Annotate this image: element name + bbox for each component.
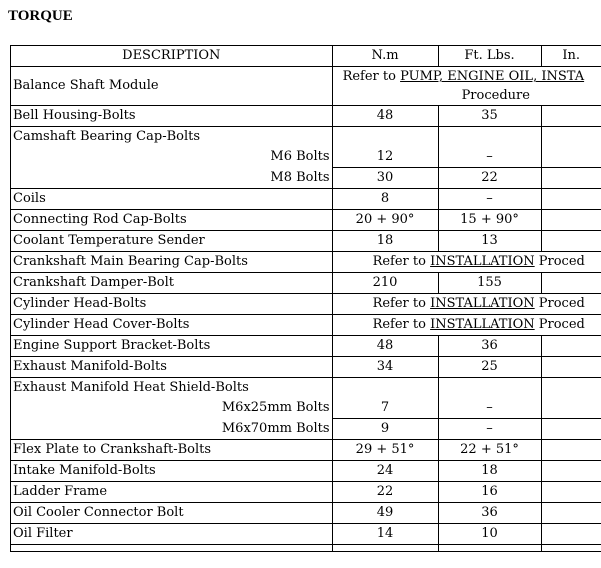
ftlbs-value: 16: [438, 482, 541, 503]
table-row: [11, 482, 601, 503]
inlbs-value: [541, 524, 601, 545]
table-row: [11, 524, 601, 545]
inlbs-value: [541, 357, 601, 378]
table-row: [11, 357, 601, 378]
table-row: [11, 252, 601, 273]
refer-text: Proced: [534, 254, 585, 269]
ftlbs-value: 10: [438, 524, 541, 545]
table-row: [11, 273, 601, 294]
table-row: [11, 67, 601, 106]
page-title: TORQUE: [8, 8, 73, 24]
row-description: Intake Manifold-Bolts: [11, 461, 333, 482]
nm-value: 34: [332, 357, 438, 378]
refer-text: Refer to: [372, 317, 431, 332]
ftlbs-value: 36: [438, 503, 541, 524]
refer-text: Proced: [534, 317, 585, 332]
refer-link[interactable]: INSTALLATION: [430, 317, 535, 332]
ftlbs-value: 15 + 90°: [438, 210, 541, 231]
table-row: [11, 440, 601, 461]
ftlbs-value: –: [438, 189, 541, 210]
ftlbs-value: 155: [438, 273, 541, 294]
refer-text: Refer to: [372, 254, 431, 269]
nm-value: 8: [332, 189, 438, 210]
ftlbs-value: [438, 545, 541, 552]
refer-text: Proced: [534, 296, 585, 311]
row-description: Engine Support Bracket-Bolts: [11, 336, 333, 357]
refer-cell: [332, 252, 601, 273]
header-row: [11, 46, 601, 67]
row-description: M6x70mm Bolts: [11, 419, 333, 440]
ftlbs-value: 18: [438, 461, 541, 482]
nm-value: 49: [332, 503, 438, 524]
table-row: [11, 294, 601, 315]
row-description: Cylinder Head Cover-Bolts: [11, 315, 333, 336]
ftlbs-value: [438, 378, 541, 399]
table-row: [11, 189, 601, 210]
nm-value: 48: [332, 106, 438, 127]
row-description: Ladder Frame: [11, 482, 333, 503]
row-description: M8 Bolts: [11, 168, 333, 189]
table-row: [11, 315, 601, 336]
table-row: [11, 461, 601, 482]
row-description: Exhaust Manifold Heat Shield-Bolts: [11, 378, 333, 399]
torque-table: [10, 45, 601, 552]
nm-value: [332, 545, 438, 552]
table-row: [11, 168, 601, 189]
inlbs-value: [541, 127, 601, 148]
table-row: [11, 210, 601, 231]
refer-cell: [332, 315, 601, 336]
nm-value: 9: [332, 419, 438, 440]
table-row: [11, 419, 601, 440]
refer-cell: [332, 67, 601, 106]
header-ftlbs: Ft. Lbs.: [438, 46, 541, 67]
inlbs-value: [541, 231, 601, 252]
refer-link[interactable]: PUMP, ENGINE OIL, INSTA: [400, 69, 585, 84]
ftlbs-value: 35: [438, 106, 541, 127]
inlbs-value: [541, 482, 601, 503]
ftlbs-value: –: [438, 419, 541, 440]
inlbs-value: [541, 273, 601, 294]
refer-cell: [332, 294, 601, 315]
nm-value: 24: [332, 461, 438, 482]
inlbs-value: [541, 189, 601, 210]
refer-link[interactable]: INSTALLATION: [430, 296, 535, 311]
header-nm: N.m: [332, 46, 438, 67]
header-inlbs: In.: [541, 46, 601, 67]
row-description: Balance Shaft Module: [11, 67, 333, 106]
row-description: Connecting Rod Cap-Bolts: [11, 210, 333, 231]
ftlbs-value: 22 + 51°: [438, 440, 541, 461]
ftlbs-value: 13: [438, 231, 541, 252]
row-description: Oil Cooler Connector Bolt: [11, 503, 333, 524]
inlbs-value: [541, 210, 601, 231]
row-description: Camshaft Bearing Cap-Bolts: [11, 127, 333, 148]
table-row: [11, 398, 601, 419]
table-row: [11, 503, 601, 524]
table-row: [11, 336, 601, 357]
inlbs-value: [541, 378, 601, 399]
inlbs-value: [541, 147, 601, 168]
row-description: M6x25mm Bolts: [11, 398, 333, 419]
nm-value: 30: [332, 168, 438, 189]
row-description: Bell Housing-Bolts: [11, 106, 333, 127]
inlbs-value: [541, 503, 601, 524]
refer-text: Refer to: [372, 296, 431, 311]
inlbs-value: [541, 419, 601, 440]
row-description: Oil Filter: [11, 524, 333, 545]
row-description: Cylinder Head-Bolts: [11, 294, 333, 315]
refer-text: Procedure: [461, 88, 530, 103]
row-description: Coils: [11, 189, 333, 210]
nm-value: 210: [332, 273, 438, 294]
row-description: Crankshaft Damper-Bolt: [11, 273, 333, 294]
ftlbs-value: [438, 127, 541, 148]
row-description: [11, 545, 333, 552]
row-description: Coolant Temperature Sender: [11, 231, 333, 252]
header-description: DESCRIPTION: [11, 46, 333, 67]
ftlbs-value: –: [438, 398, 541, 419]
row-description: M6 Bolts: [11, 147, 333, 168]
refer-link[interactable]: INSTALLATION: [430, 254, 535, 269]
table-row: [11, 147, 601, 168]
nm-value: 7: [332, 398, 438, 419]
row-description: Exhaust Manifold-Bolts: [11, 357, 333, 378]
table-row: [11, 545, 601, 552]
ftlbs-value: 22: [438, 168, 541, 189]
nm-value: [332, 127, 438, 148]
refer-text: Refer to: [342, 69, 401, 84]
ftlbs-value: –: [438, 147, 541, 168]
inlbs-value: [541, 336, 601, 357]
inlbs-value: [541, 461, 601, 482]
inlbs-value: [541, 398, 601, 419]
table-row: [11, 378, 601, 399]
inlbs-value: [541, 545, 601, 552]
row-description: Flex Plate to Crankshaft-Bolts: [11, 440, 333, 461]
table-row: [11, 231, 601, 252]
nm-value: 18: [332, 231, 438, 252]
table-row: [11, 106, 601, 127]
nm-value: 12: [332, 147, 438, 168]
nm-value: [332, 378, 438, 399]
nm-value: 14: [332, 524, 438, 545]
inlbs-value: [541, 106, 601, 127]
nm-value: 29 + 51°: [332, 440, 438, 461]
ftlbs-value: 36: [438, 336, 541, 357]
nm-value: 22: [332, 482, 438, 503]
inlbs-value: [541, 168, 601, 189]
nm-value: 48: [332, 336, 438, 357]
table-row: [11, 127, 601, 148]
row-description: Crankshaft Main Bearing Cap-Bolts: [11, 252, 333, 273]
inlbs-value: [541, 440, 601, 461]
nm-value: 20 + 90°: [332, 210, 438, 231]
ftlbs-value: 25: [438, 357, 541, 378]
